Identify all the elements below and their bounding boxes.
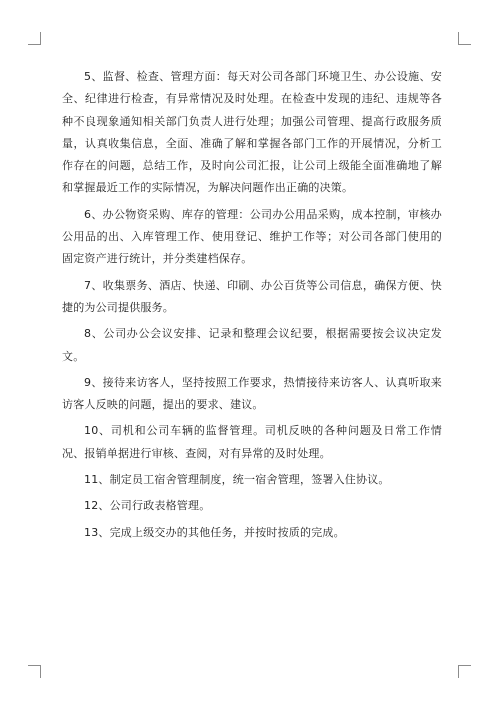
paragraph-item-9: 9、接待来访客人，坚持按照工作要求，热情接待来访客人、认真听取来访客人反映的问题，提出的要求、建议。: [62, 375, 442, 412]
paragraph-item-6: 6、办公物资采购、库存的管理：公司办公用品采购，成本控制，审核办公用品的出、入库管理工作、使用登记、维护工作等；对公司各部门使用的固定资产进行统计，并分类建档保存。: [62, 207, 442, 266]
paragraph-item-8: 8、公司办公会议安排、记录和整理会议纪要，根据需要按会议决定发文。: [62, 327, 442, 363]
paragraph-item-11: 11、制定员工宿舍管理制度，统一宿舍管理，签署入住协议。: [84, 473, 390, 487]
crop-mark-top-right: [458, 32, 471, 45]
paragraph-item-5: 5、监督、检查、管理方面：每天对公司各部门环境卫生、办公设施、安全、纪律进行检查，有异常情况及时处理。在检查中发现的违纪、违规等各种不良现象通知相关部门负责人进行处理；加强公司管理、提高行政服务质量，认真收集信息，全面、准确了解和掌握各部门工作的开展情况，分析工作存在的问题，总结工作，及时向公司汇报，让公司上级能全面准确地了解和掌握最近工作的实际情况，为解决问题作出正确的决策。: [62, 70, 442, 195]
paragraph-item-10: 10、司机和公司车辆的监督管理。司机反映的各种问题及日常工作情况、报销单据进行审核、查阅，对有异常的及时处理。: [62, 424, 442, 460]
paragraph-item-12: 12、公司行政表格管理。: [84, 499, 211, 513]
document-body: [62, 66, 442, 548]
paragraph-item-7: 7、收集票务、酒店、快递、印刷、办公百货等公司信息，确保方便、快捷的为公司提供服务。: [62, 278, 442, 314]
crop-mark-top-left: [28, 32, 41, 45]
crop-mark-bottom-right: [458, 665, 471, 678]
paragraph-item-13: 13、完成上级交办的其他任务，并按时按质的完成。: [84, 525, 345, 539]
crop-mark-bottom-left: [28, 665, 41, 678]
